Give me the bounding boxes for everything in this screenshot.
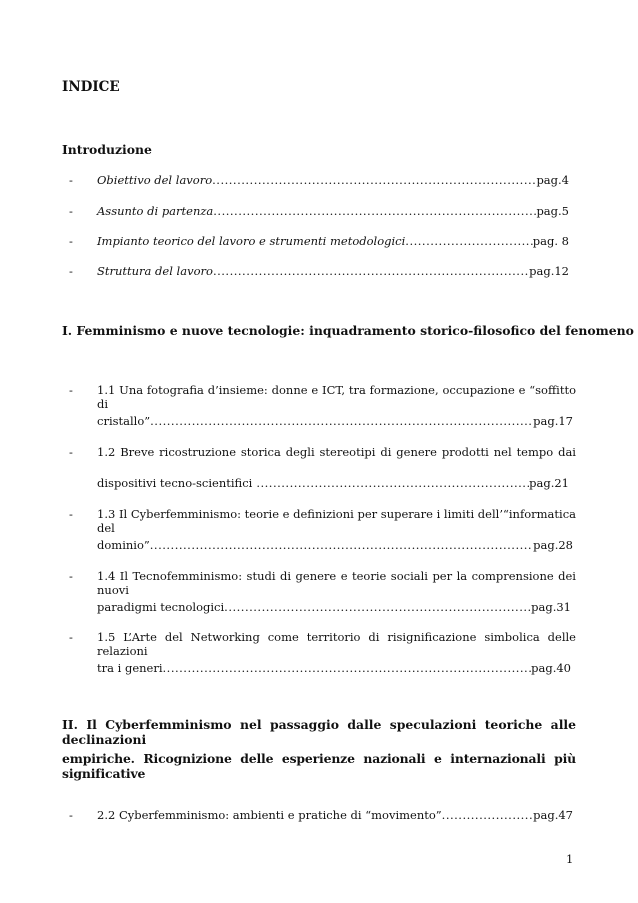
toc-entry-obiettivo[interactable]	[97, 173, 569, 187]
toc-entry-text: 2.2 Cyberfemminismo: ambienti e pratiche di “movimento”	[97, 808, 442, 822]
toc-page-ref: pag.4	[536, 173, 569, 187]
leader-dots	[213, 204, 536, 218]
toc-entry-1-1-line1[interactable]: 1.1 Una fotografia d’insieme: donne e ICT, tra formazione, occupazione e “soffitto di	[97, 383, 576, 411]
toc-entry-1-1-line2[interactable]	[97, 414, 573, 428]
toc-entry-text: cristallo”	[97, 414, 151, 428]
toc-page-ref: pag.31	[531, 600, 571, 614]
toc-page-ref: pag.21	[529, 476, 569, 490]
leader-dots	[405, 234, 532, 248]
toc-page-ref: pag. 8	[532, 234, 569, 248]
list-dash: -	[69, 507, 73, 521]
list-dash: -	[69, 383, 73, 397]
list-dash: -	[69, 808, 73, 822]
leader-dots	[163, 661, 532, 675]
toc-entry-1-2-line2[interactable]	[97, 476, 569, 490]
section-2-heading-line1: II. Il Cyberfemminismo nel passaggio dalle speculazioni teoriche alle declinazioni	[62, 717, 576, 747]
section-2-heading-line2: empiriche. Ricognizione delle esperienze nazionali e internazionali più significative	[62, 751, 576, 781]
toc-entry-text: Assunto di partenza	[97, 204, 214, 218]
toc-page-ref: pag.40	[531, 661, 571, 675]
toc-entry-assunto[interactable]	[97, 204, 569, 218]
toc-entry-text: paradigmi tecnologici	[97, 600, 225, 614]
toc-page-ref: pag.17	[533, 414, 573, 428]
toc-entry-1-3-line1[interactable]: 1.3 Il Cyberfemminismo: teorie e definizioni per superare i limiti dell’“informatica del	[97, 507, 576, 535]
leader-dots	[224, 600, 531, 614]
toc-entry-impianto[interactable]	[97, 234, 569, 248]
index-title: INDICE	[62, 79, 120, 95]
toc-page-ref: pag.12	[529, 264, 569, 278]
toc-page-ref: pag.5	[536, 204, 569, 218]
toc-entry-text: Impianto teorico del lavoro e strumenti metodologici	[97, 234, 406, 248]
toc-entry-1-3-line2[interactable]	[97, 538, 573, 552]
page-number: 1	[566, 852, 574, 866]
toc-entry-text: Obiettivo del lavoro	[97, 173, 213, 187]
intro-heading: Introduzione	[62, 142, 152, 157]
list-dash: -	[69, 445, 73, 459]
section-1-heading: I. Femminismo e nuove tecnologie: inquadramento storico-filosofico del fenomeno	[62, 323, 634, 338]
list-dash: -	[69, 569, 73, 583]
leader-dots	[442, 808, 533, 822]
leader-dots	[212, 173, 536, 187]
leader-dots	[256, 476, 529, 490]
toc-page-ref: pag.47	[533, 808, 573, 822]
list-dash: -	[69, 264, 73, 278]
toc-entry-text: tra i generi	[97, 661, 163, 675]
toc-entry-1-5-line1[interactable]: 1.5 L’Arte del Networking come territorio di risignificazione simbolica delle relazioni	[97, 630, 576, 658]
list-dash: -	[69, 173, 73, 187]
leader-dots	[150, 414, 533, 428]
toc-entry-text: dominio”	[97, 538, 150, 552]
toc-entry-2-2[interactable]	[97, 808, 573, 822]
list-dash: -	[69, 630, 73, 644]
list-dash: -	[69, 234, 73, 248]
toc-entry-struttura[interactable]	[97, 264, 569, 278]
toc-entry-1-2-line1[interactable]: 1.2 Breve ricostruzione storica degli stereotipi di genere prodotti nel tempo dai	[97, 445, 576, 459]
toc-entry-1-4-line1[interactable]: 1.4 Il Tecnofemminismo: studi di genere e teorie sociali per la comprensione dei nuovi	[97, 569, 576, 597]
toc-entry-text: Struttura del lavoro	[97, 264, 213, 278]
list-dash: -	[69, 204, 73, 218]
leader-dots	[213, 264, 529, 278]
leader-dots	[150, 538, 533, 552]
toc-entry-text: dispositivi tecno-scientifici	[97, 476, 253, 490]
toc-entry-1-5-line2[interactable]	[97, 661, 571, 675]
toc-entry-1-4-line2[interactable]	[97, 600, 571, 614]
toc-page-ref: pag.28	[533, 538, 573, 552]
